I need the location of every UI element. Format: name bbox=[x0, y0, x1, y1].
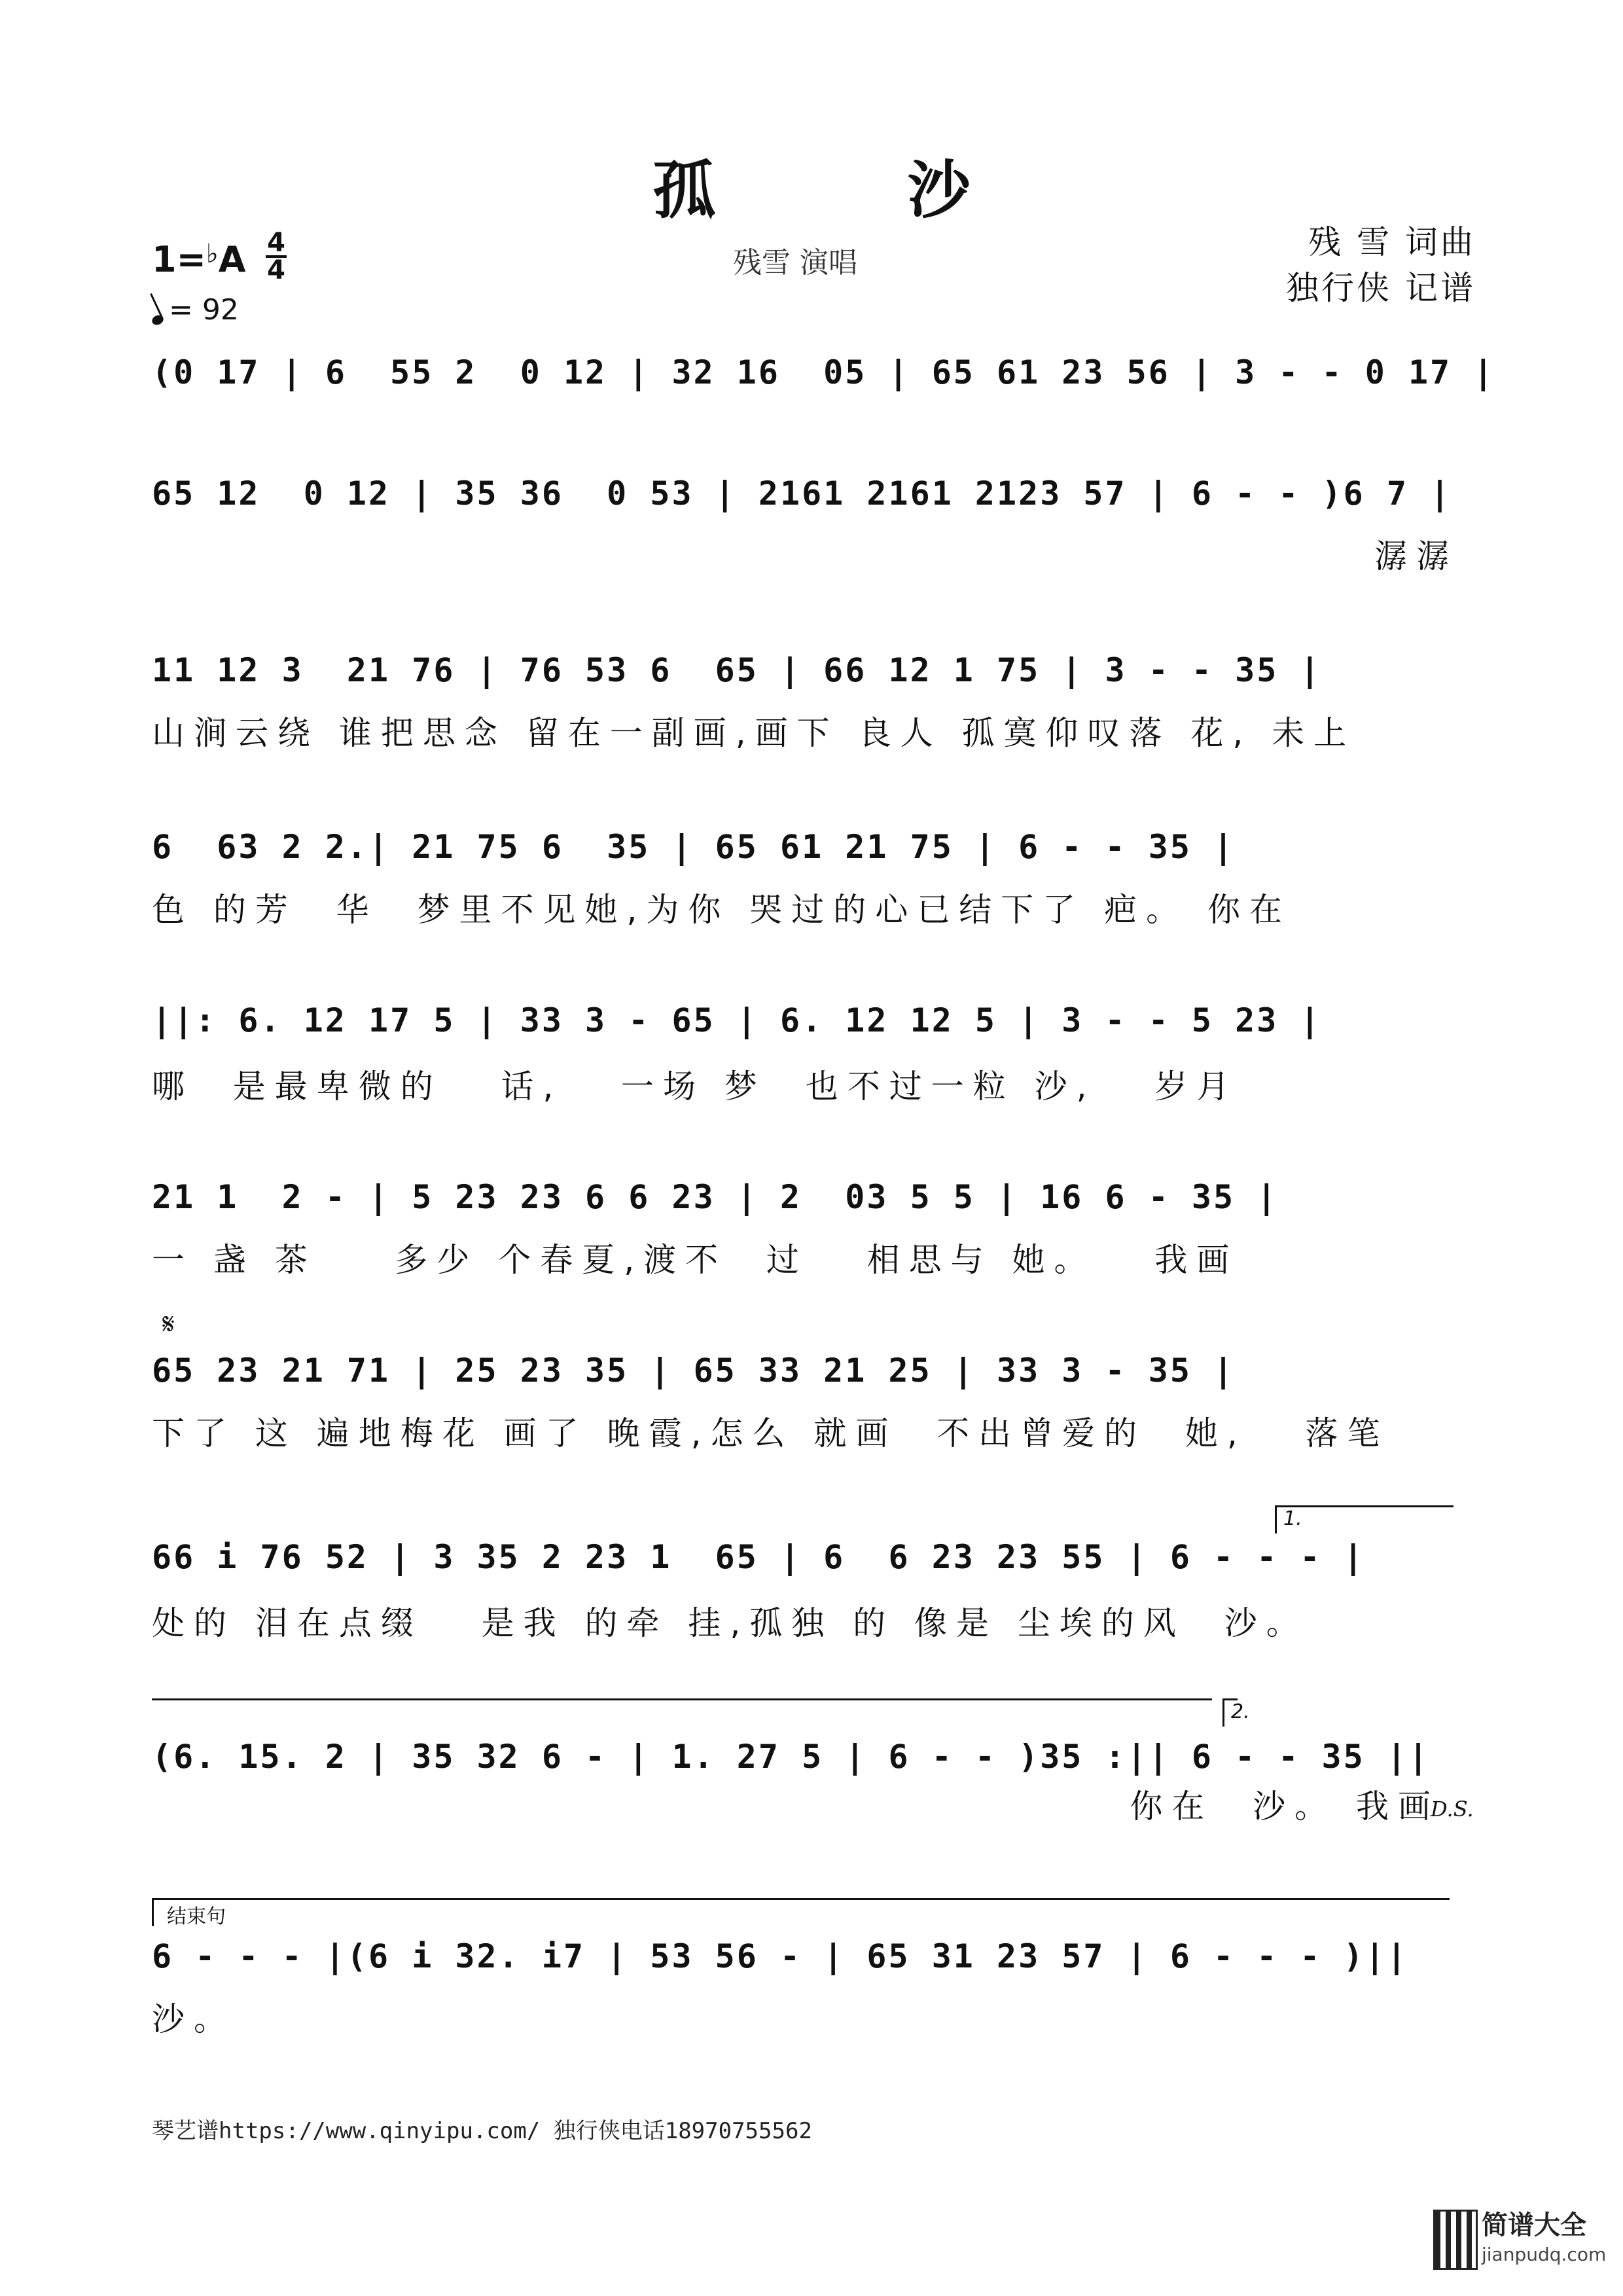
singer-credit: 残雪 演唱 bbox=[733, 246, 857, 279]
divider bbox=[152, 1698, 1212, 1700]
footer-source: 琴艺谱https://www.qinyipu.com/ 独行侠电话18970755562 bbox=[152, 2118, 812, 2144]
volta-bracket-1: 1. bbox=[1275, 1505, 1454, 1534]
notation-row: ||: 6. 12 17 5 | 33 3 - 65 | 6. 12 12 5 | 3 - - 5 23 | bbox=[152, 1001, 1322, 1039]
notation-row: (6. 15. 2 | 35 32 6 - | 1. 27 5 | 6 - - )35 :|| 6 - - 35 || bbox=[152, 1738, 1431, 1776]
watermark: 简谱大全 jianpudq.com bbox=[1433, 2204, 1597, 2276]
lyrics-row: 处的 泪在点缀 是我 的牵 挂,孤独 的 像是 尘埃的风 沙。 bbox=[152, 1604, 1308, 1642]
notation-row: 6 63 2 2.| 21 75 6 35 | 65 61 21 75 | 6 - - 35 | bbox=[152, 828, 1236, 866]
lyrics-row: 潺潺 bbox=[1374, 537, 1458, 575]
piano-logo-icon bbox=[1433, 2210, 1478, 2270]
lyrics-row: 下了 这 遍地梅花 画了 晚霞,怎么 就画 不出曾爱的 她, 落笔 bbox=[152, 1414, 1389, 1452]
page-title: 孤 沙 bbox=[652, 153, 1056, 227]
lyrics-row: 色 的芳 华 梦里不见她,为你 哭过的心已结下了 疤。 你在 bbox=[152, 891, 1292, 929]
segno-icon: 𝄋 bbox=[162, 1308, 175, 1341]
lyrics-row: 一 盏 茶 多少 个春夏,渡不 过 相思与 她。 我画 bbox=[152, 1241, 1239, 1279]
notation-row: 65 23 21 71 | 25 23 35 | 65 33 21 25 | 33 3 - 35 | bbox=[152, 1352, 1236, 1390]
dal-segno-mark: D.S. bbox=[1431, 1797, 1474, 1821]
lyrics-row: 你在 沙。 我画 bbox=[1130, 1787, 1440, 1825]
quarter-note-icon bbox=[151, 314, 165, 327]
lyrics-row: 沙。 bbox=[152, 2000, 236, 2038]
tempo-marking: = 92 bbox=[152, 293, 239, 327]
notation-row: 21 1 2 - | 5 23 23 6 6 23 | 2 03 5 5 | 16 6 - 35 | bbox=[152, 1178, 1279, 1216]
volta-bracket-2: 2. bbox=[1222, 1698, 1238, 1727]
lyrics-row: 哪 是最卑微的 话, 一场 梦 也不过一粒 沙, 岁月 bbox=[152, 1067, 1239, 1105]
composer-credit: 残 雪 词曲 bbox=[1308, 223, 1476, 261]
notation-row: (0 17 | 6 55 2 0 12 | 32 16 05 | 65 61 23 56 | 3 - - 0 17 | bbox=[152, 353, 1495, 391]
notation-row: 11 12 3 21 76 | 76 53 6 65 | 66 12 1 75 | 3 - - 35 | bbox=[152, 651, 1322, 689]
ending-bracket: 结束句 bbox=[152, 1898, 1450, 1926]
key-signature: 1=♭A bbox=[152, 239, 246, 280]
transcriber-credit: 独行侠 记谱 bbox=[1286, 269, 1476, 307]
notation-row: 66 i 76 52 | 3 35 2 23 1 65 | 6 6 23 23 55 | 6 - - - | bbox=[152, 1538, 1365, 1576]
notation-row: 65 12 0 12 | 35 36 0 53 | 2161 2161 2123 57 | 6 - - )6 7 | bbox=[152, 475, 1452, 512]
time-signature: 4 4 bbox=[263, 230, 289, 283]
notation-row: 6 - - - |(6 i 32. i7 | 53 56 - | 65 31 23 57 | 6 - - - )|| bbox=[152, 1937, 1408, 1975]
lyrics-row: 山涧云绕 谁把思念 留在一副画,画下 良人 孤寞仰叹落 花, 未上 bbox=[152, 714, 1356, 752]
